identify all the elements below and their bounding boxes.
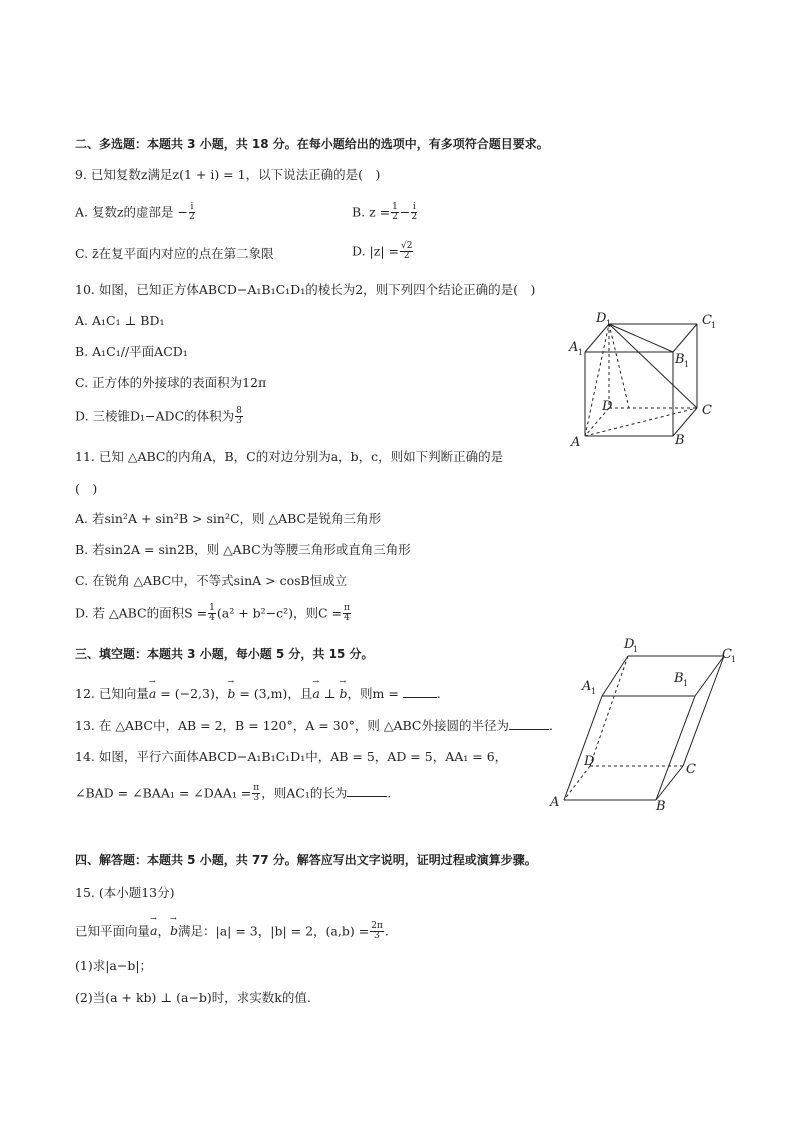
label-b1: B	[674, 671, 684, 686]
label-a1: A	[582, 679, 592, 694]
answer-blank-14[interactable]	[347, 785, 387, 797]
question-15-part-1: (1)求|a−b|；	[75, 958, 153, 973]
question-10-stem: 10. 如图，已知正方体ABCD−A₁B₁C₁D₁的棱长为2，则下列四个结论正确的是( )	[75, 282, 536, 297]
label-b: B	[656, 799, 666, 814]
label-c: C	[702, 403, 712, 418]
label-c: C	[686, 762, 696, 777]
label-b1-sub: 1	[683, 679, 689, 688]
label-b1: B	[675, 352, 685, 367]
label-d: D	[584, 754, 595, 769]
question-10-option-b: B. A₁C₁//平面ACD₁	[75, 344, 188, 359]
question-10-option-a: A. A₁C₁ ⊥ BD₁	[75, 313, 165, 328]
question-11-paren: ( )	[75, 481, 98, 496]
label-a1-sub: 1	[591, 687, 597, 696]
label-d1: D	[624, 637, 635, 652]
question-10-option-d: D. 三棱锥D₁−ADC的体积为 $\frac{8}{3}$	[75, 406, 242, 427]
label-d1-sub: 1	[606, 319, 612, 328]
question-11-option-d: D. 若 △ABC的面积S = $\frac{1}{4}$ (a² + b²−c²)，则C = $\frac{\pi}{4}$	[75, 603, 350, 624]
question-11-option-a: A. 若sin²A + sin²B > sin²C，则 △ABC是锐角三角形	[75, 511, 382, 526]
label-d: D	[602, 399, 613, 414]
label-d1: D	[596, 311, 607, 326]
label-c1: C	[722, 647, 732, 662]
label-a1-sub: 1	[578, 348, 584, 357]
question-10-option-c: C. 正方体的外接球的表面积为12π	[75, 375, 267, 390]
label-c1-sub: 1	[711, 321, 717, 330]
section-heading-multiple-choice: 二、多选题：本题共 3 小题，共 18 分。在每小题给出的选项中，有多项符合题目要求。	[75, 137, 549, 151]
label-a1: A	[569, 340, 579, 355]
parallelepiped-figure	[540, 632, 745, 814]
answer-blank-12[interactable]	[403, 686, 437, 698]
question-15-part-2: (2)当(a + kb) ⊥ (a−b)时，求实数k的值.	[75, 990, 311, 1005]
question-11-stem: 11. 已知 △ABC的内角A，B，C的对边分别为a，b，c，则如下判断正确的是	[75, 449, 504, 464]
label-c1-sub: 1	[731, 655, 737, 664]
question-9-option-c: C. z̄在复平面内对应的点在第二象限	[75, 246, 274, 261]
section-heading-fill-in: 三、填空题：本题共 3 小题，每小题 5 分，共 15 分。	[75, 647, 374, 661]
cube-figure	[565, 308, 725, 450]
question-9-stem: 9. 已知复数z满足z(1 + i) = 1，以下说法正确的是( )	[75, 167, 381, 182]
question-11-option-b: B. 若sin2A = sin2B，则 △ABC为等腰三角形或直角三角形	[75, 542, 411, 557]
section-heading-free-response: 四、解答题：本题共 5 小题，共 77 分。解答应写出文字说明，证明过程或演算步骤。	[75, 853, 537, 867]
label-d1-sub: 1	[633, 645, 639, 654]
question-13: 13. 在 △ABC中，AB = 2，B = 120°，A = 30°，则 △ABC外接圆的半径为 .	[75, 718, 553, 733]
label-b: B	[675, 433, 685, 448]
label-a: A	[550, 795, 560, 810]
label-c1: C	[702, 313, 712, 328]
question-14-line-2: ∠BAD = ∠BAA₁ = ∠DAA₁ = $\frac{\pi}{3}$ ，则AC₁的长为 .	[75, 783, 392, 804]
question-12: 12. 已知向量→ a = (−2,3)，→ b = (3,m)，且→ a ⊥ → b，则m = .	[75, 686, 441, 701]
label-a: A	[571, 435, 581, 450]
question-15-given: 已知平面向量→ a，→ b满足：|a| = 3，|b| = 2，(a,b) = $\frac{2\pi}{3}$ .	[75, 922, 389, 942]
label-b1-sub: 1	[684, 360, 690, 369]
question-14-line-1: 14. 如图，平行六面体ABCD−A₁B₁C₁D₁中，AB = 5，AD = 5，AA₁ = 6，	[75, 749, 508, 764]
question-9-option-a: A. 复数z的虚部是 − $\frac{i}{2}$	[75, 202, 195, 223]
question-9-option-b: B. z = $\frac{1}{2}$ − $\frac{i}{2}$	[352, 202, 418, 223]
question-15-title: 15. (本小题13分)	[75, 885, 175, 900]
question-11-option-c: C. 在锐角 △ABC中，不等式sinA > cosB恒成立	[75, 573, 348, 588]
question-9-option-d: D. |z| = $\frac{√2}{2}$	[352, 241, 413, 262]
